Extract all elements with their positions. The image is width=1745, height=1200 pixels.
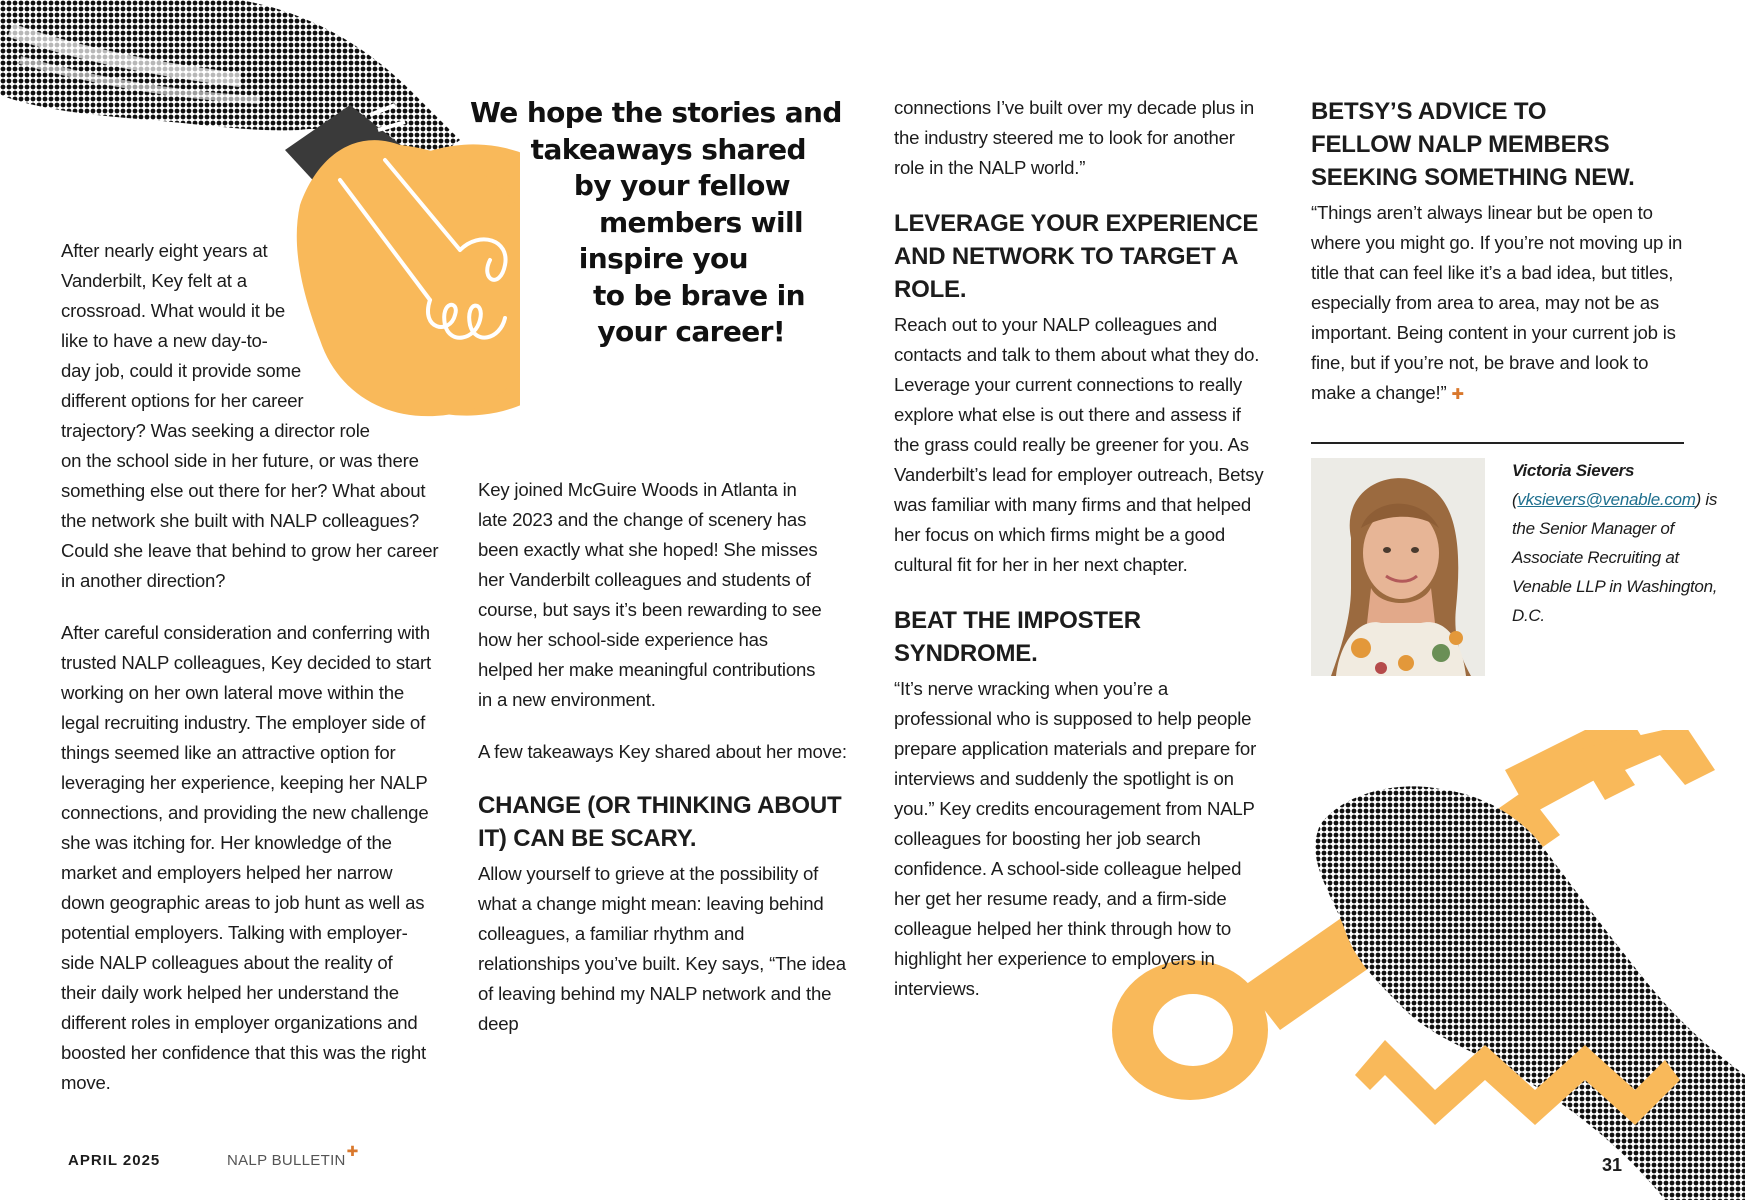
text-line: in another direction?: [61, 570, 226, 591]
text-line: something else out there for her? What about: [61, 480, 426, 501]
col3-paragraph-2: Reach out to your NALP colleagues and contacts and talk to them about what they do. Leverage your current connections to really explore what else is out there and assess if the grass could really be greener for you. As Vanderbilt’s lead for employer outreach, Betsy was familiar with many firms and that helped her focus on which firms might be a good cultural fit for her in her next chapter.: [894, 314, 1264, 575]
text-line: Vanderbilt, Key felt at a: [61, 270, 247, 291]
footer-publication: [227, 1143, 359, 1169]
author-name: Victoria Sievers: [1512, 461, 1635, 480]
column-2: [478, 475, 850, 1039]
pull-quote: [470, 95, 842, 351]
text-line: After nearly eight years at: [61, 240, 268, 261]
text-line: day job, could it provide some: [61, 360, 301, 381]
column-1: [61, 236, 441, 1098]
author-email-link[interactable]: vksievers@venable.com: [1517, 490, 1696, 509]
col2-paragraph-3: Allow yourself to grieve at the possibility of what a change might mean: leaving behind colleagues, a familiar rhythm and relationships you’ve built. Key says, “The idea of leaving behind my NALP network and the deep: [478, 863, 846, 1034]
page-number: 31: [1602, 1155, 1623, 1175]
col4-heading: BETSY’S ADVICE TO FELLOW NALP MEMBERS SEEKING SOMETHING NEW.: [1311, 98, 1635, 191]
pull-quote-line: members will: [598, 205, 803, 239]
col4-paragraph-text: “Things aren’t always linear but be open to where you might go. If you’re not moving up in title that can feel like it’s a bad idea, but titles, especially from area to area, may not be as important. Being content in your current job is fine, but if you’re not, be brave and look to make a change!”: [1311, 202, 1683, 403]
footer-date: APRIL 2025: [68, 1152, 161, 1169]
text-line: Could she leave that behind to grow her career: [61, 540, 439, 561]
pull-quote-line: to be brave in: [592, 278, 805, 312]
pull-quote-line: takeaways shared: [530, 132, 806, 166]
col1-paragraph-1: [61, 236, 441, 596]
author-photo: [1311, 458, 1485, 676]
author-description: ) is the Senior Manager of Associate Recruiting at Venable LLP in Washington, D.C.: [1512, 490, 1718, 625]
col3-paragraph-1: connections I’ve built over my decade plus in the industry steered me to look for another role in the NALP world.”: [894, 97, 1254, 178]
text-line: like to have a new day-to-: [61, 330, 268, 351]
column-4: [1311, 95, 1691, 410]
bio-paren: (: [1512, 490, 1518, 509]
publication-name: NALP BULLETIN: [227, 1152, 346, 1169]
pull-quote-line: by your fellow: [573, 169, 790, 202]
author-bio: [1512, 456, 1722, 630]
text-line: the network she built with NALP colleagues?: [61, 510, 419, 531]
col3-heading-1: LEVERAGE YOUR EXPERIENCE AND NETWORK TO TARGET A ROLE.: [894, 210, 1259, 303]
text-line: different options for her career: [61, 390, 304, 411]
col3-paragraph-3: “It’s nerve wracking when you’re a professional who is supposed to help people prepare application materials and prepare for interviews and suddenly the spotlight is on you.” Key credits encouragement from NALP colleagues for boosting her job search confidence. A school-side colleague helped her get her resume ready, and a firm-side colleague helped her think through how to highlight her experience to employers in interviews.: [894, 678, 1257, 999]
col1-paragraph-2: After careful consideration and conferring with trusted NALP colleagues, Key decided to start working on her own lateral move within the legal recruiting industry. The employer side of things seemed like an attractive option for leveraging her experience, keeping her NALP connections, and providing the new challenge she was itching for. Her knowledge of the market and employers helped her narrow down geographic areas to job hunt as well as potential employers. Talking with employer-side NALP colleagues about the reality of their daily work helped her understand the different roles in employer organizations and boosted her confidence that this was the right move.: [61, 622, 431, 1093]
col2-paragraph-1: Key joined McGuire Woods in Atlanta in late 2023 and the change of scenery has been exactly what she hoped! She misses her Vanderbilt colleagues and students of course, but says it’s been rewarding to see how her school-side experience has helped her make meaningful contributions in a new environment.: [478, 479, 822, 710]
pull-quote-line: your career!: [597, 315, 785, 348]
col3-heading-2: BEAT THE IMPOSTER SYNDROME.: [894, 607, 1141, 667]
bio-divider: [1311, 442, 1684, 444]
text-line: trajectory? Was seeking a director role: [61, 420, 370, 441]
col4-paragraph-1: [1311, 198, 1686, 410]
text-line: on the school side in her future, or was there: [61, 450, 419, 471]
pull-quote-line: We hope the stories and: [470, 96, 842, 129]
col2-paragraph-2: A few takeaways Key shared about her move:: [478, 741, 847, 762]
column-3: [894, 93, 1269, 1004]
end-mark-icon: ✚: [1451, 386, 1464, 403]
plus-logo-icon: ✚: [346, 1143, 359, 1159]
pull-quote-line: inspire you: [578, 242, 748, 275]
col2-heading-1: CHANGE (OR THINKING ABOUT IT) CAN BE SCARY.: [478, 792, 842, 852]
text-line: crossroad. What would it be: [61, 300, 286, 321]
